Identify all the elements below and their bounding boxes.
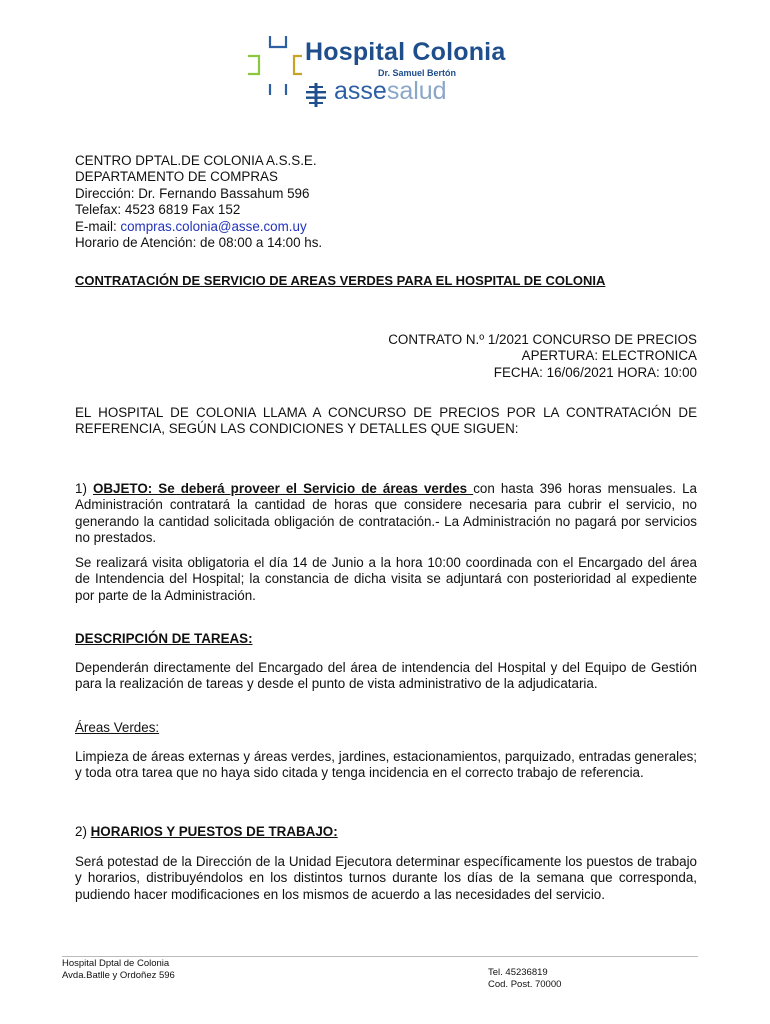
- tasks-heading: DESCRIPCIÓN DE TAREAS:: [75, 631, 253, 646]
- footer-divider: [62, 956, 698, 957]
- horarios-paragraph: Será potestad de la Dirección de la Unidad Ejecutora determinar específicamente los puestos de trabajo y horarios, distribuyéndolos en los distintos turnos durante los días de la semana que corresponda, pudiendo hacer modificaciones en los mismos de acuerdo a las necesidades del servicio.: [75, 854, 697, 902]
- contract-number: CONTRATO N.º 1/2021 CONCURSO DE PRECIOS: [388, 332, 697, 347]
- header-line-center: CENTRO DPTAL.DE COLONIA A.S.S.E.: [75, 153, 317, 168]
- footer-hospital-name: Hospital Dptal de Colonia: [62, 958, 170, 969]
- contact-block: [75, 153, 322, 251]
- asse-salud-logo: [334, 79, 447, 104]
- areas-heading: Áreas Verdes:: [75, 720, 160, 735]
- section-2-number: 2): [75, 824, 91, 839]
- header-line-address: Dirección: Dr. Fernando Bassahum 596: [75, 185, 310, 201]
- section-1-number: 1): [75, 481, 93, 496]
- header-line-hours: Horario de Atención: de 08:00 a 14:00 hs.: [75, 235, 323, 251]
- section-horarios: [75, 824, 338, 840]
- header-line-department: DEPARTAMENTO DE COMPRAS: [75, 169, 278, 185]
- section-1-heading: OBJETO: Se deberá proveer el Servicio de áreas verdes: [92, 481, 474, 496]
- header-line-email: [75, 219, 322, 235]
- logo-asse-text: asse: [334, 77, 387, 105]
- footer-address: Avda.Batlle y Ordoñez 596: [62, 969, 175, 981]
- logo-title: Hospital Colonia: [305, 38, 506, 66]
- contract-opening: APERTURA: ELECTRONICA: [521, 348, 697, 364]
- email-label: E-mail:: [75, 218, 121, 234]
- document-title: CONTRATACIÓN DE SERVICIO DE AREAS VERDES PARA EL HOSPITAL DE COLONIA: [75, 273, 606, 288]
- contract-info: [388, 332, 697, 381]
- section-2-heading: HORARIOS Y PUESTOS DE TRABAJO:: [90, 824, 338, 839]
- footer-left: [62, 958, 175, 981]
- footer-phone: Tel. 45236819: [488, 967, 548, 978]
- contract-date: FECHA: 16/06/2021 HORA: 10:00: [493, 364, 697, 380]
- footer-right: [488, 967, 561, 990]
- tasks-paragraph: Dependerán directamente del Encargado del área de intendencia del Hospital y del Equipo de Gestión para la realización de tareas y desde el punto de vista administrativo de la adjudicataria.: [75, 660, 697, 692]
- visit-paragraph: Se realizará visita obligatoria el día 14 de Junio a la hora 10:00 coordinada con el Encargado del área de Intendencia del Hospital; la constancia de dicha visita se adjuntará con posterioridad al expediente por parte de la Administración.: [75, 555, 697, 603]
- section-1-text: con hasta 396 horas mensuales. La Administración contratará la cantidad de horas que considere necesaria para cubrir el servicio, no generando la cantidad solicitada obligación de contratación.- La Administración no pagará por servicios no prestados.: [75, 481, 697, 546]
- header-line-telefax: Telefax: 4523 6819 Fax 152: [75, 202, 241, 218]
- logo-subtitle: Dr. Samuel Bertón: [378, 68, 457, 78]
- footer-postal-code: Cod. Post. 70000: [488, 978, 562, 990]
- areas-paragraph: Limpieza de áreas externas y áreas verdes, jardines, estacionamientos, parquizado, entradas generales; y toda otra tarea que no haya sido citada y tenga incidencia en el correcto trabajo de referencia.: [75, 749, 697, 781]
- logo-salud-text: salud: [386, 77, 447, 105]
- intro-paragraph: EL HOSPITAL DE COLONIA LLAMA A CONCURSO DE PRECIOS POR LA CONTRATACIÓN DE REFERENCIA, SEGÚN LAS CONDICIONES Y DETALLES QUE SIGUEN:: [75, 405, 697, 437]
- section-objeto: [75, 481, 697, 547]
- email-link[interactable]: compras.colonia@asse.com.uy: [120, 218, 307, 234]
